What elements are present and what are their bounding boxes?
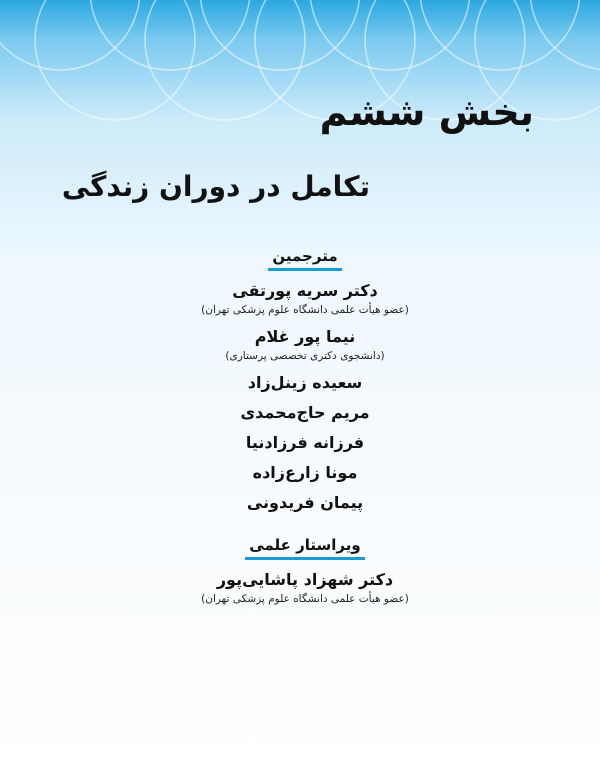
translator-name: مونا زارع‌زاده [252, 463, 358, 482]
translator-entry [150, 403, 460, 423]
translator-name: دکتر سریه پورتقی [232, 281, 378, 300]
translators-heading: مترجمین [268, 247, 341, 271]
translator-entry [150, 327, 460, 363]
translator-name: فرزانه فرزادنیا [245, 433, 365, 452]
translator-name: مریم حاج‌محمدی [240, 403, 370, 422]
translator-entry [150, 463, 460, 483]
translators-block [150, 246, 460, 513]
translator-entry [150, 281, 460, 317]
translator-affiliation: (دانشجوی دکتری تخصصی پرستاری) [225, 350, 385, 362]
scientific-editor-heading: ویراستار علمی [245, 536, 364, 560]
translator-name: نیما پور غلام [254, 327, 356, 346]
chapter-label: بخش ششم [319, 90, 534, 134]
scientific-editor-block [150, 535, 460, 606]
translator-entry [150, 493, 460, 513]
editor-name: دکتر شهزاد پاشایی‌پور [216, 570, 394, 589]
editor-affiliation: (عضو هیأت علمی دانشگاه علوم پزشکی تهران) [201, 593, 409, 605]
translator-entry [150, 433, 460, 453]
chapter-header [0, 0, 600, 230]
credits-section [150, 246, 460, 616]
translator-name: سعیده زینل‌زاد [247, 373, 363, 392]
translator-name: پیمان فریدونی [246, 493, 364, 512]
translator-entry [150, 373, 460, 393]
editor-entry [150, 570, 460, 606]
chapter-title: تکامل در دوران زندگی [61, 170, 370, 203]
translator-affiliation: (عضو هیأت علمی دانشگاه علوم پزشکی تهران) [201, 304, 409, 316]
